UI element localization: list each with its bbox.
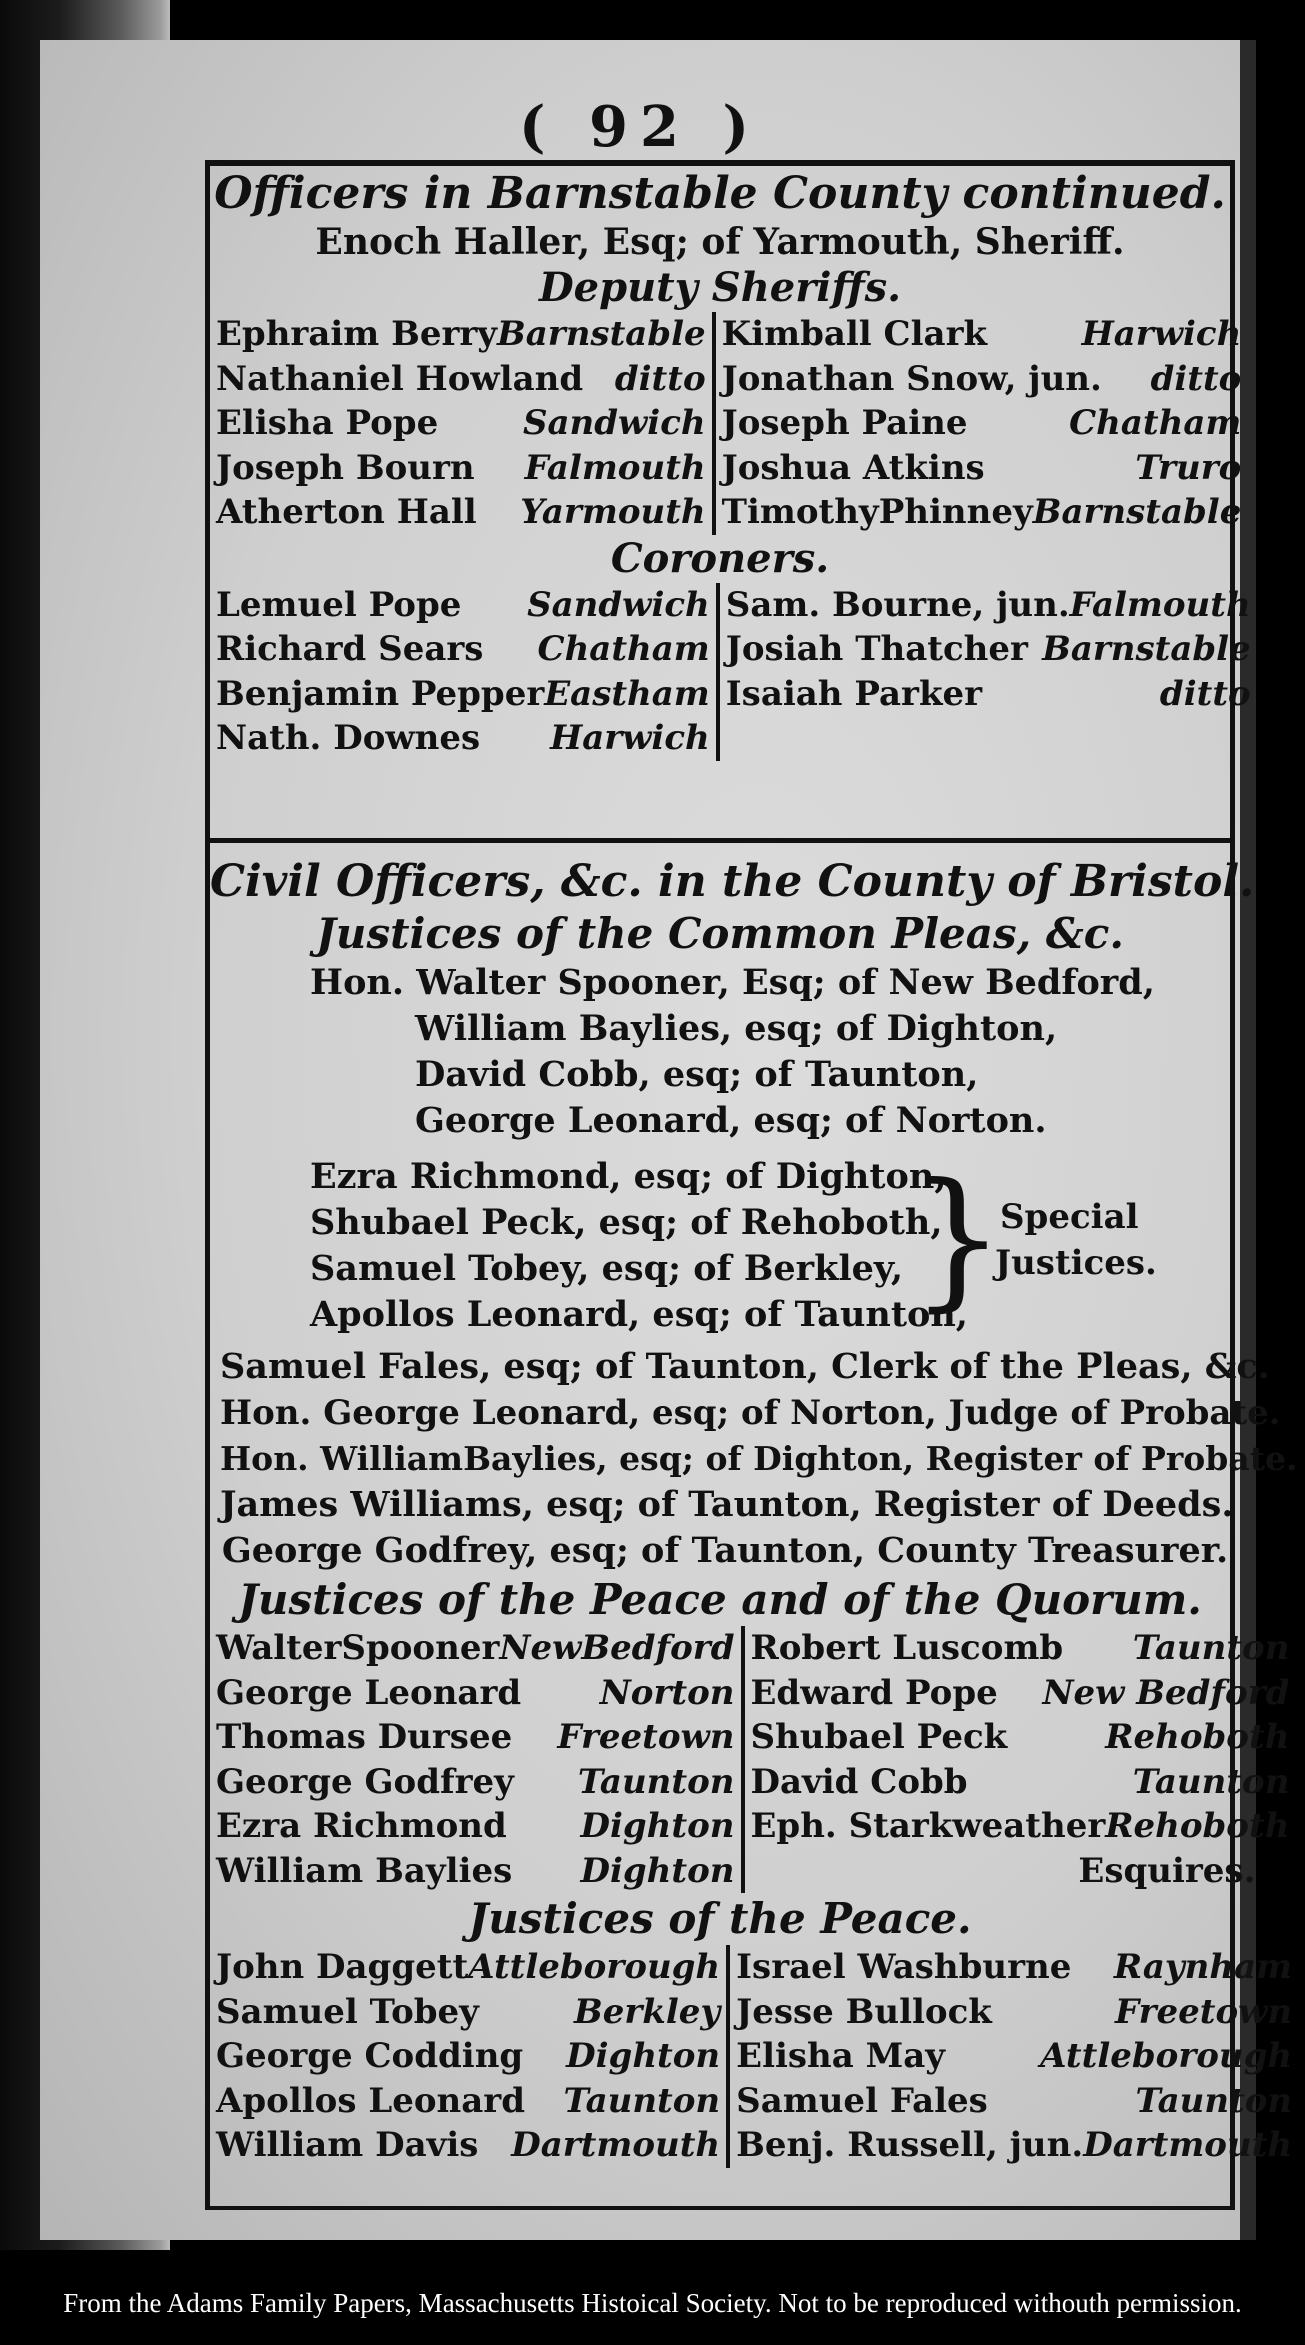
deputy-heading: Deputy Sheriffs. [538,264,902,311]
coroners-left [210,583,720,761]
list-item: David Cobb Taunton [750,1761,1290,1802]
book-page [40,40,1298,2240]
list-item: Elisha Pope Sandwich [216,403,706,443]
list-item: Joseph Paine Chatham [721,403,1242,443]
list-item: William Baylies, esq; of Dighton, [415,1008,1058,1049]
list-item: Samuel Fales Taunton [736,2080,1293,2121]
list-item: Apollos Leonard, esq; of Taunton, [310,1294,968,1335]
pleas-list [210,960,1230,1144]
list-item: Ezra Richmond, esq; of Dighton, [310,1156,947,1197]
list-item: Atherton Hall Yarmouth [216,492,706,532]
list-item: Eph. Starkweather Rehoboth [750,1806,1290,1846]
list-item: Samuel Tobey Berkley [216,1991,721,2032]
coroners-heading: Coroners. [610,534,830,582]
archive-footer: From the Adams Family Papers, Massachusetts Histoical Society. Not to be reproduced withouth permission. [63,2288,1242,2318]
list-item: Shubael Peck, esq; of Rehoboth, [310,1202,943,1243]
esquires-label: Esquires. [1078,1850,1256,1891]
list-item: William Baylies Dighton [216,1850,735,1891]
officials-list [210,1344,1298,1574]
bristol-heading: Civil Officers, &c. in the County of Bristol. [210,856,1255,907]
pleas-heading: Justices of the Common Pleas, &c. [316,909,1124,958]
coroners-right [720,583,1257,761]
special-label: Special [1000,1197,1139,1237]
list-item: Kimball Clark Harwich [721,314,1242,354]
list-item: James Williams, esq; of Taunton, Register of Deeds. [220,1484,1234,1525]
list-item: Joseph Bourn Falmouth [216,447,706,488]
page-frame [205,160,1298,2210]
coroners-columns [210,583,1251,761]
quorum-right [745,1626,1296,1893]
list-item: Jonathan Snow, jun. ditto [721,358,1242,399]
list-item: Thomas Dursee Freetown [216,1717,735,1757]
list-item: George Leonard, esq; of Norton. [415,1100,1047,1141]
list-item: Ephraim Berry Barnstable [216,314,706,354]
justices-label: Justices. [995,1243,1157,1283]
list-item: Samuel Tobey, esq; of Berkley, [310,1248,904,1289]
list-item: William Davis Dartmouth [216,2125,721,2165]
list-item: Hon. WilliamBaylies, esq; of Dighton, Register of Probate. [220,1439,1298,1478]
list-item: Israel Washburne Raynham [736,1947,1293,1987]
list-item: Edward Pope New Bedford [750,1672,1290,1713]
quorum-columns [210,1626,1290,1893]
special-justices-group [210,1154,1230,1344]
list-item: Shubael Peck Rehoboth [750,1717,1290,1757]
barnstable-heading: Officers in Barnstable County continued. [214,168,1226,219]
deputies-columns [210,312,1242,535]
list-item: George Codding Dighton [216,2036,721,2076]
peace-right [730,1945,1298,2168]
deputies-left [210,312,716,535]
section-divider [210,838,1230,843]
list-item: Nathaniel Howland ditto [216,358,706,399]
list-item: Hon. George Leonard, esq; of Norton, Judge of Probate. [220,1393,1281,1433]
quorum-heading: Justices of the Peace and of the Quorum. [238,1575,1202,1624]
list-item: Nath. Downes Harwich [216,718,710,758]
list-item: Benj. Russell, jun. Dartmouth [736,2125,1293,2165]
sheriff-line: Enoch Haller, Esq; of Yarmouth, Sheriff. [315,221,1125,263]
bristol-section [210,856,1298,2168]
list-item: Richard Sears Chatham [216,629,710,669]
list-item: George Leonard Norton [216,1672,735,1713]
peace-heading: Justices of the Peace. [468,1894,972,1943]
list-item: Samuel Fales, esq; of Taunton, Clerk of the Pleas, &c. [220,1346,1270,1387]
list-item: Elisha May Attleborough [736,2036,1293,2076]
list-item: Benjamin Pepper Eastham [216,673,710,714]
list-item: Lemuel Pope Sandwich [216,584,710,625]
deputies-right [716,312,1248,535]
list-item: Josiah Thatcher Barnstable [725,629,1251,669]
list-item: Jesse Bullock Freetown [736,1991,1293,2032]
list-item: TimothyPhinney Barnstable [721,492,1242,532]
list-item: George Godfrey Taunton [216,1761,735,1802]
list-item: Ezra Richmond Dighton [216,1806,735,1846]
barnstable-section [210,168,1251,761]
peace-left [210,1945,730,2168]
list-item: Apollos Leonard Taunton [216,2080,721,2121]
list-item: Hon. Walter Spooner, Esq; of New Bedford, [310,962,1155,1003]
quorum-left [210,1626,745,1893]
peace-columns [210,1945,1293,2168]
list-item: Sam. Bourne, jun. Falmouth [725,584,1251,625]
list-item: WalterSpooner NewBedford [216,1628,735,1668]
list-item: Isaiah Parker ditto [725,673,1251,714]
list-item: John Daggett Attleborough [216,1947,721,1987]
brace-icon: } [910,1152,1006,1326]
page-number: ( 92 ) [519,94,761,160]
list-item: George Godfrey, esq; of Taunton, County Treasurer. [221,1530,1229,1571]
list-item: Joshua Atkins Truro [721,447,1242,488]
list-item: Robert Luscomb Taunton [750,1628,1290,1668]
list-item: David Cobb, esq; of Taunton, [415,1054,979,1095]
